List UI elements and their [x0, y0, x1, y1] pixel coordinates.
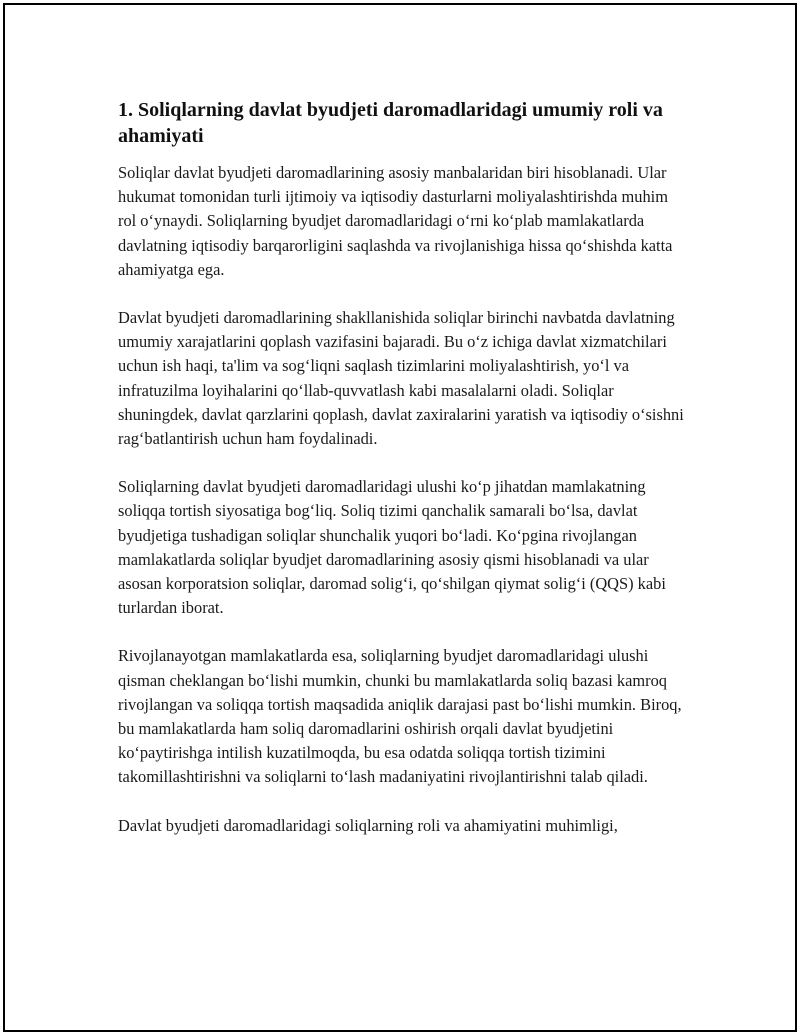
- paragraph-3: Soliqlarning davlat byudjeti daromadlaridagi ulushi ko‘p jihatdan mamlakatning soliqqa tortish siyosatiga bog‘liq. Soliq tizimi qanchalik samarali bo‘lsa, davlat byudjetiga tushadigan soliqlar shunchalik yuqori bo‘ladi. Ko‘pgina rivojlangan mamlakatlarda soliqlar byudjet daromadlarining asosiy qismi hisoblanadi va ular asosan korporatsion soliqlar, daromad solig‘i, qo‘shilgan qiymat solig‘i (QQS) kabi turlardan iborat.: [118, 477, 666, 618]
- document-page: [3, 3, 797, 1032]
- paragraph-5: Davlat byudjeti daromadlaridagi soliqlarning roli va ahamiyatini muhimligi,: [118, 815, 618, 835]
- paragraph-1: Soliqlar davlat byudjeti daromadlarining asosiy manbalaridan biri hisoblanadi. Ular hukumat tomonidan turli ijtimoiy va iqtisodiy dasturlarni moliyalashtirishda muhim rol o‘ynaydi. Soliqlarning byudjet daromadlaridagi o‘rni ko‘plab mamlakatlarda davlatning iqtisodiy barqarorligini saqlashda va rivojlanishiga hissa qo‘shishda katta ahamiyatga ega.: [118, 163, 673, 279]
- section-title: 1. Soliqlarning davlat byudjeti daromadlaridagi umumiy roli va ahamiyati: [118, 99, 663, 147]
- document-body: [118, 97, 688, 862]
- paragraph-4: Rivojlanayotgan mamlakatlarda esa, soliqlarning byudjet daromadlaridagi ulushi qisman cheklangan bo‘lishi mumkin, chunki bu mamlakatlarda soliq bazasi kamroq rivojlangan va soliqqa tortish maqsadida aniqlik darajasi past bo‘lishi mumkin. Biroq, bu mamlakatlarda ham soliq daromadlarini oshirish orqali davlat byudjetini ko‘paytirishga intilish kuzatilmoqda, bu esa odatda soliqqa tortish tizimini takomillashtirishni va soliqlarni to‘lash madaniyatini rivojlantirishni talab qiladi.: [118, 646, 682, 787]
- paragraph-2: Davlat byudjeti daromadlarining shakllanishida soliqlar birinchi navbatda davlatning umumiy xarajatlarini qoplash vazifasini bajaradi. Bu o‘z ichiga davlat xizmatchilari uchun ish haqi, ta'lim va sog‘liqni saqlash tizimlarini moliyalashtirish, yo‘l va infratuzilma loyihalarini qo‘llab-quvvatlash kabi masalalarni oladi. Soliqlar shuningdek, davlat qarzlarini qoplash, davlat zaxiralarini yaratish va iqtisodiy o‘sishni rag‘batlantirish uchun ham foydalinadi.: [118, 308, 684, 449]
